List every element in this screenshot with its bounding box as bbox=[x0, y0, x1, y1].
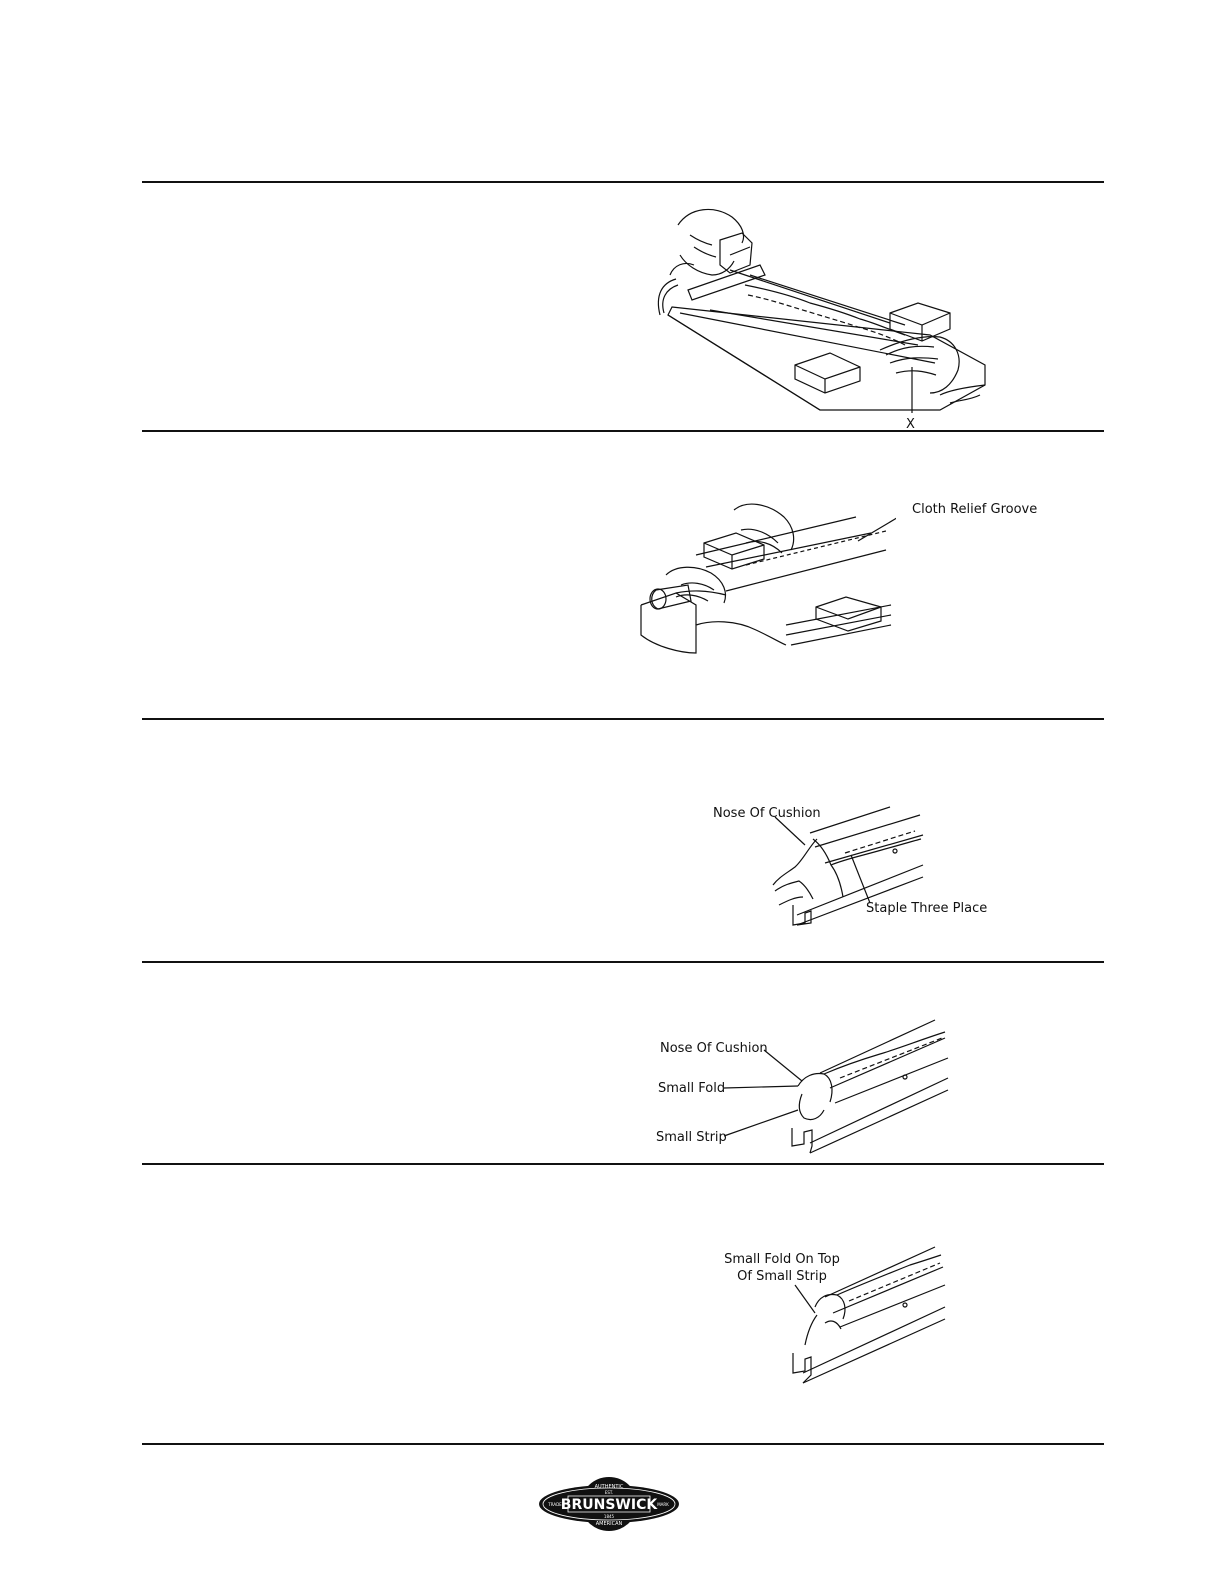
section-divider-5 bbox=[142, 1163, 1104, 1165]
small-fold-on-top-label bbox=[722, 1251, 842, 1285]
logo-est: EST. bbox=[604, 1490, 614, 1495]
figure-1-stapling-illustration bbox=[650, 195, 1000, 425]
logo-brand: BRUNSWICK bbox=[560, 1497, 658, 1513]
logo-year: 1845 bbox=[603, 1514, 615, 1519]
section-divider-4 bbox=[142, 961, 1104, 963]
small-fold-on-top-label-line2: Of Small Strip bbox=[737, 1269, 827, 1284]
nose-of-cushion-label-1: Nose Of Cushion bbox=[713, 806, 821, 821]
cloth-relief-groove-label: Cloth Relief Groove bbox=[912, 502, 1038, 517]
small-fold-label: Small Fold bbox=[658, 1081, 726, 1096]
small-fold-on-top-label-line1: Small Fold On Top bbox=[724, 1252, 840, 1267]
figure-2-cloth-relief-illustration bbox=[636, 495, 896, 660]
section-divider-2 bbox=[142, 430, 1104, 432]
section-divider-3 bbox=[142, 718, 1104, 720]
x-marker-label: X bbox=[906, 417, 915, 432]
section-divider-1 bbox=[142, 181, 1104, 183]
figure-4-small-fold-illustration bbox=[720, 1018, 955, 1158]
section-divider-6 bbox=[142, 1443, 1104, 1445]
nose-of-cushion-label-2: Nose Of Cushion bbox=[660, 1041, 768, 1056]
logo-left: TRADE bbox=[548, 1502, 562, 1507]
logo-right: MARK bbox=[657, 1502, 669, 1507]
logo-top-arc: AUTHENTIC bbox=[594, 1484, 624, 1490]
small-strip-label: Small Strip bbox=[656, 1130, 727, 1145]
brunswick-logo bbox=[538, 1476, 680, 1532]
logo-bottom-arc: AMERICAN bbox=[595, 1521, 623, 1527]
staple-three-place-label: Staple Three Place bbox=[866, 901, 988, 916]
